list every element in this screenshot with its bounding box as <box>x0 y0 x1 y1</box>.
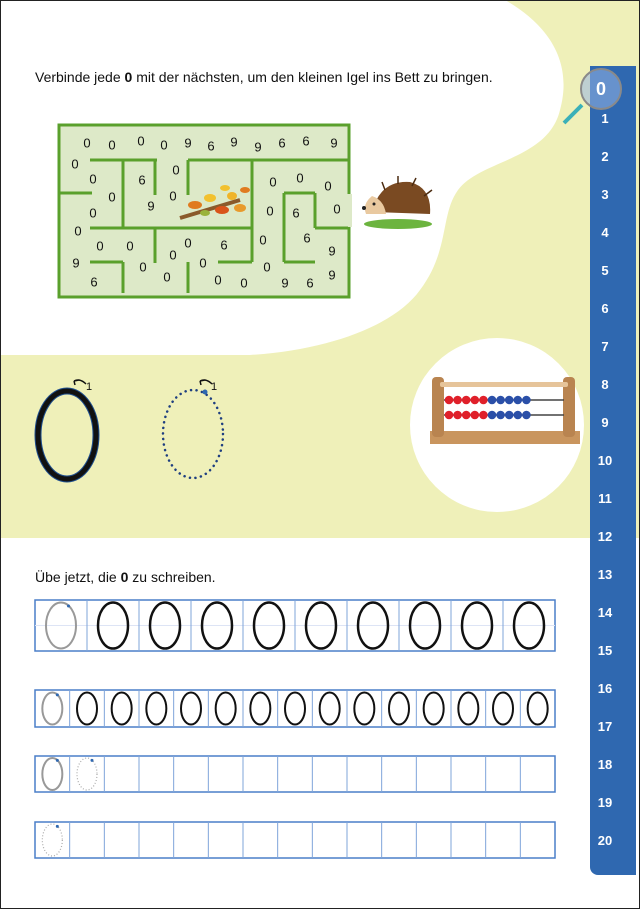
sidebar-number-12[interactable]: 12 <box>597 529 613 544</box>
maze-digit-9[interactable]: 9 <box>72 255 80 271</box>
writing-cell[interactable] <box>70 822 105 858</box>
writing-cell[interactable] <box>243 822 278 858</box>
maze-digit-0[interactable]: 0 <box>172 162 180 178</box>
writing-cell[interactable] <box>312 822 347 858</box>
instruction-text: Verbinde jede <box>35 69 125 85</box>
maze-digit-9[interactable]: 9 <box>281 275 289 291</box>
writing-cell[interactable] <box>382 690 417 727</box>
writing-cell[interactable] <box>451 756 486 792</box>
writing-cell[interactable] <box>451 690 486 727</box>
maze-digit-6[interactable]: 6 <box>278 135 286 151</box>
writing-cell[interactable] <box>503 600 555 651</box>
writing-cell[interactable] <box>208 690 243 727</box>
maze-digit-9[interactable]: 9 <box>330 135 338 151</box>
maze-digit-0[interactable]: 0 <box>259 232 267 248</box>
instruction-text: mit der nächsten, um den kleinen Igel ins Bett zu bringen. <box>132 69 493 85</box>
writing-cell[interactable] <box>104 756 139 792</box>
stroke-order-number: 1 <box>211 381 218 393</box>
maze-digit-6[interactable]: 6 <box>302 133 310 149</box>
maze-digit-9[interactable]: 9 <box>254 139 262 155</box>
maze-digit-6[interactable]: 6 <box>306 275 314 291</box>
sidebar-number-18[interactable]: 18 <box>597 757 613 772</box>
instruction-text: zu schreiben. <box>128 569 216 585</box>
writing-cell[interactable] <box>35 822 70 858</box>
maze-digit-6[interactable]: 6 <box>207 138 215 154</box>
sidebar-number-19[interactable]: 19 <box>597 795 613 810</box>
writing-cell[interactable] <box>208 756 243 792</box>
sidebar-number-1[interactable]: 1 <box>601 111 609 126</box>
writing-cell[interactable] <box>139 822 174 858</box>
writing-cell[interactable] <box>35 756 70 792</box>
maze-digit-6[interactable]: 6 <box>138 172 146 188</box>
writing-cell[interactable] <box>243 756 278 792</box>
start-dot <box>91 759 94 762</box>
instruction-bold-digit: 0 <box>124 69 133 85</box>
maze-digit-0[interactable]: 0 <box>96 238 104 254</box>
maze-digit-0[interactable]: 0 <box>108 189 116 205</box>
current-number: 0 <box>595 79 606 99</box>
writing-cell[interactable] <box>174 690 209 727</box>
writing-cell[interactable] <box>416 756 451 792</box>
writing-cell[interactable] <box>243 600 295 651</box>
sidebar-number-15[interactable]: 15 <box>597 643 613 658</box>
maze-digit-9[interactable]: 9 <box>230 134 238 150</box>
writing-cell[interactable] <box>399 600 451 651</box>
maze-digit-0[interactable]: 0 <box>137 133 145 149</box>
sidebar-number-8[interactable]: 8 <box>601 377 609 392</box>
instruction-text: Übe jetzt, die <box>35 569 121 585</box>
maze-digit-0[interactable]: 0 <box>240 275 248 291</box>
sidebar-number-10[interactable]: 10 <box>597 453 613 468</box>
writing-cell[interactable] <box>416 690 451 727</box>
writing-cell[interactable] <box>278 690 313 727</box>
instruction-bold-digit: 0 <box>120 569 129 585</box>
maze-digit-6[interactable]: 6 <box>292 205 300 221</box>
writing-cell[interactable] <box>104 822 139 858</box>
writing-cell[interactable] <box>312 756 347 792</box>
sidebar-number-7[interactable]: 7 <box>601 339 609 354</box>
sidebar-number-17[interactable]: 17 <box>597 719 613 734</box>
practice-row <box>35 756 555 792</box>
sidebar-number-3[interactable]: 3 <box>601 187 609 202</box>
maze-digit-0[interactable]: 0 <box>160 137 168 153</box>
maze-digit-0[interactable]: 0 <box>169 247 177 263</box>
practice-row <box>35 690 555 727</box>
sidebar-number-13[interactable]: 13 <box>597 567 613 582</box>
maze-digit-0[interactable]: 0 <box>89 205 97 221</box>
writing-cell[interactable] <box>87 600 139 651</box>
sidebar-number-16[interactable]: 16 <box>597 681 613 696</box>
practice-row <box>35 822 555 858</box>
maze-digit-9[interactable]: 9 <box>328 243 336 259</box>
maze-digit-6[interactable]: 6 <box>90 274 98 290</box>
writing-cell[interactable] <box>520 822 555 858</box>
sidebar-number-11[interactable]: 11 <box>598 491 612 506</box>
maze-digit-0[interactable]: 0 <box>74 223 82 239</box>
maze-digit-0[interactable]: 0 <box>126 238 134 254</box>
maze-digit-0[interactable]: 0 <box>324 178 332 194</box>
writing-cell[interactable] <box>139 756 174 792</box>
maze-digit-0[interactable]: 0 <box>89 171 97 187</box>
writing-cell[interactable] <box>347 756 382 792</box>
writing-cell[interactable] <box>486 822 521 858</box>
sidebar-number-2[interactable]: 2 <box>601 149 609 164</box>
maze-digit-9[interactable]: 9 <box>184 135 192 151</box>
start-dot <box>56 825 59 828</box>
maze-digit-0[interactable]: 0 <box>263 259 271 275</box>
writing-cell[interactable] <box>208 822 243 858</box>
start-dot <box>56 693 59 696</box>
maze-digit-0[interactable]: 0 <box>296 170 304 186</box>
writing-cell[interactable] <box>70 756 105 792</box>
writing-cell[interactable] <box>295 600 347 651</box>
writing-cell[interactable] <box>486 756 521 792</box>
sidebar-number-5[interactable]: 5 <box>601 263 609 278</box>
maze-digit-0[interactable]: 0 <box>83 135 91 151</box>
stroke-order-number: 1 <box>86 381 93 393</box>
writing-cell[interactable] <box>35 690 70 727</box>
maze-digit-0[interactable]: 0 <box>184 235 192 251</box>
writing-cell[interactable] <box>312 690 347 727</box>
maze-digit-0[interactable]: 0 <box>199 255 207 271</box>
sidebar-number-6[interactable]: 6 <box>601 301 609 316</box>
writing-cell[interactable] <box>243 690 278 727</box>
maze-digit-0[interactable]: 0 <box>163 269 171 285</box>
maze-digit-0[interactable]: 0 <box>214 272 222 288</box>
writing-cell[interactable] <box>382 756 417 792</box>
writing-cell[interactable] <box>191 600 243 651</box>
writing-cell[interactable] <box>520 756 555 792</box>
writing-cell[interactable] <box>278 822 313 858</box>
maze-digit-0[interactable]: 0 <box>139 259 147 275</box>
writing-cell[interactable] <box>451 600 503 651</box>
sidebar-number-4[interactable]: 4 <box>601 225 609 240</box>
writing-cell[interactable] <box>347 822 382 858</box>
writing-cell[interactable] <box>139 690 174 727</box>
maze-digit-6[interactable]: 6 <box>303 230 311 246</box>
writing-cell[interactable] <box>486 690 521 727</box>
writing-cell[interactable] <box>174 756 209 792</box>
maze-digit-9[interactable]: 9 <box>147 198 155 214</box>
writing-cell[interactable] <box>416 822 451 858</box>
writing-cell[interactable] <box>382 822 417 858</box>
writing-cell[interactable] <box>174 822 209 858</box>
sidebar-number-20[interactable]: 20 <box>597 833 613 848</box>
maze-digit-0[interactable]: 0 <box>169 188 177 204</box>
writing-cell[interactable] <box>35 600 87 651</box>
start-dot <box>56 759 59 762</box>
writing-cell[interactable] <box>139 600 191 651</box>
writing-cell[interactable] <box>520 690 555 727</box>
writing-cell[interactable] <box>104 690 139 727</box>
writing-cell[interactable] <box>278 756 313 792</box>
maze-digit-6[interactable]: 6 <box>220 237 228 253</box>
practice-row <box>35 600 555 651</box>
writing-cell[interactable] <box>347 600 399 651</box>
writing-cell[interactable] <box>347 690 382 727</box>
sidebar-number-14[interactable]: 14 <box>597 605 613 620</box>
maze-digit-0[interactable]: 0 <box>333 201 341 217</box>
writing-cell[interactable] <box>70 690 105 727</box>
maze-digit-0[interactable]: 0 <box>269 174 277 190</box>
start-dot <box>67 604 70 607</box>
maze-digit-0[interactable]: 0 <box>266 203 274 219</box>
writing-cell[interactable] <box>451 822 486 858</box>
maze-digit-0[interactable]: 0 <box>108 137 116 153</box>
maze-digit-0[interactable]: 0 <box>71 156 79 172</box>
sidebar-number-9[interactable]: 9 <box>601 415 609 430</box>
maze-digit-9[interactable]: 9 <box>328 267 336 283</box>
